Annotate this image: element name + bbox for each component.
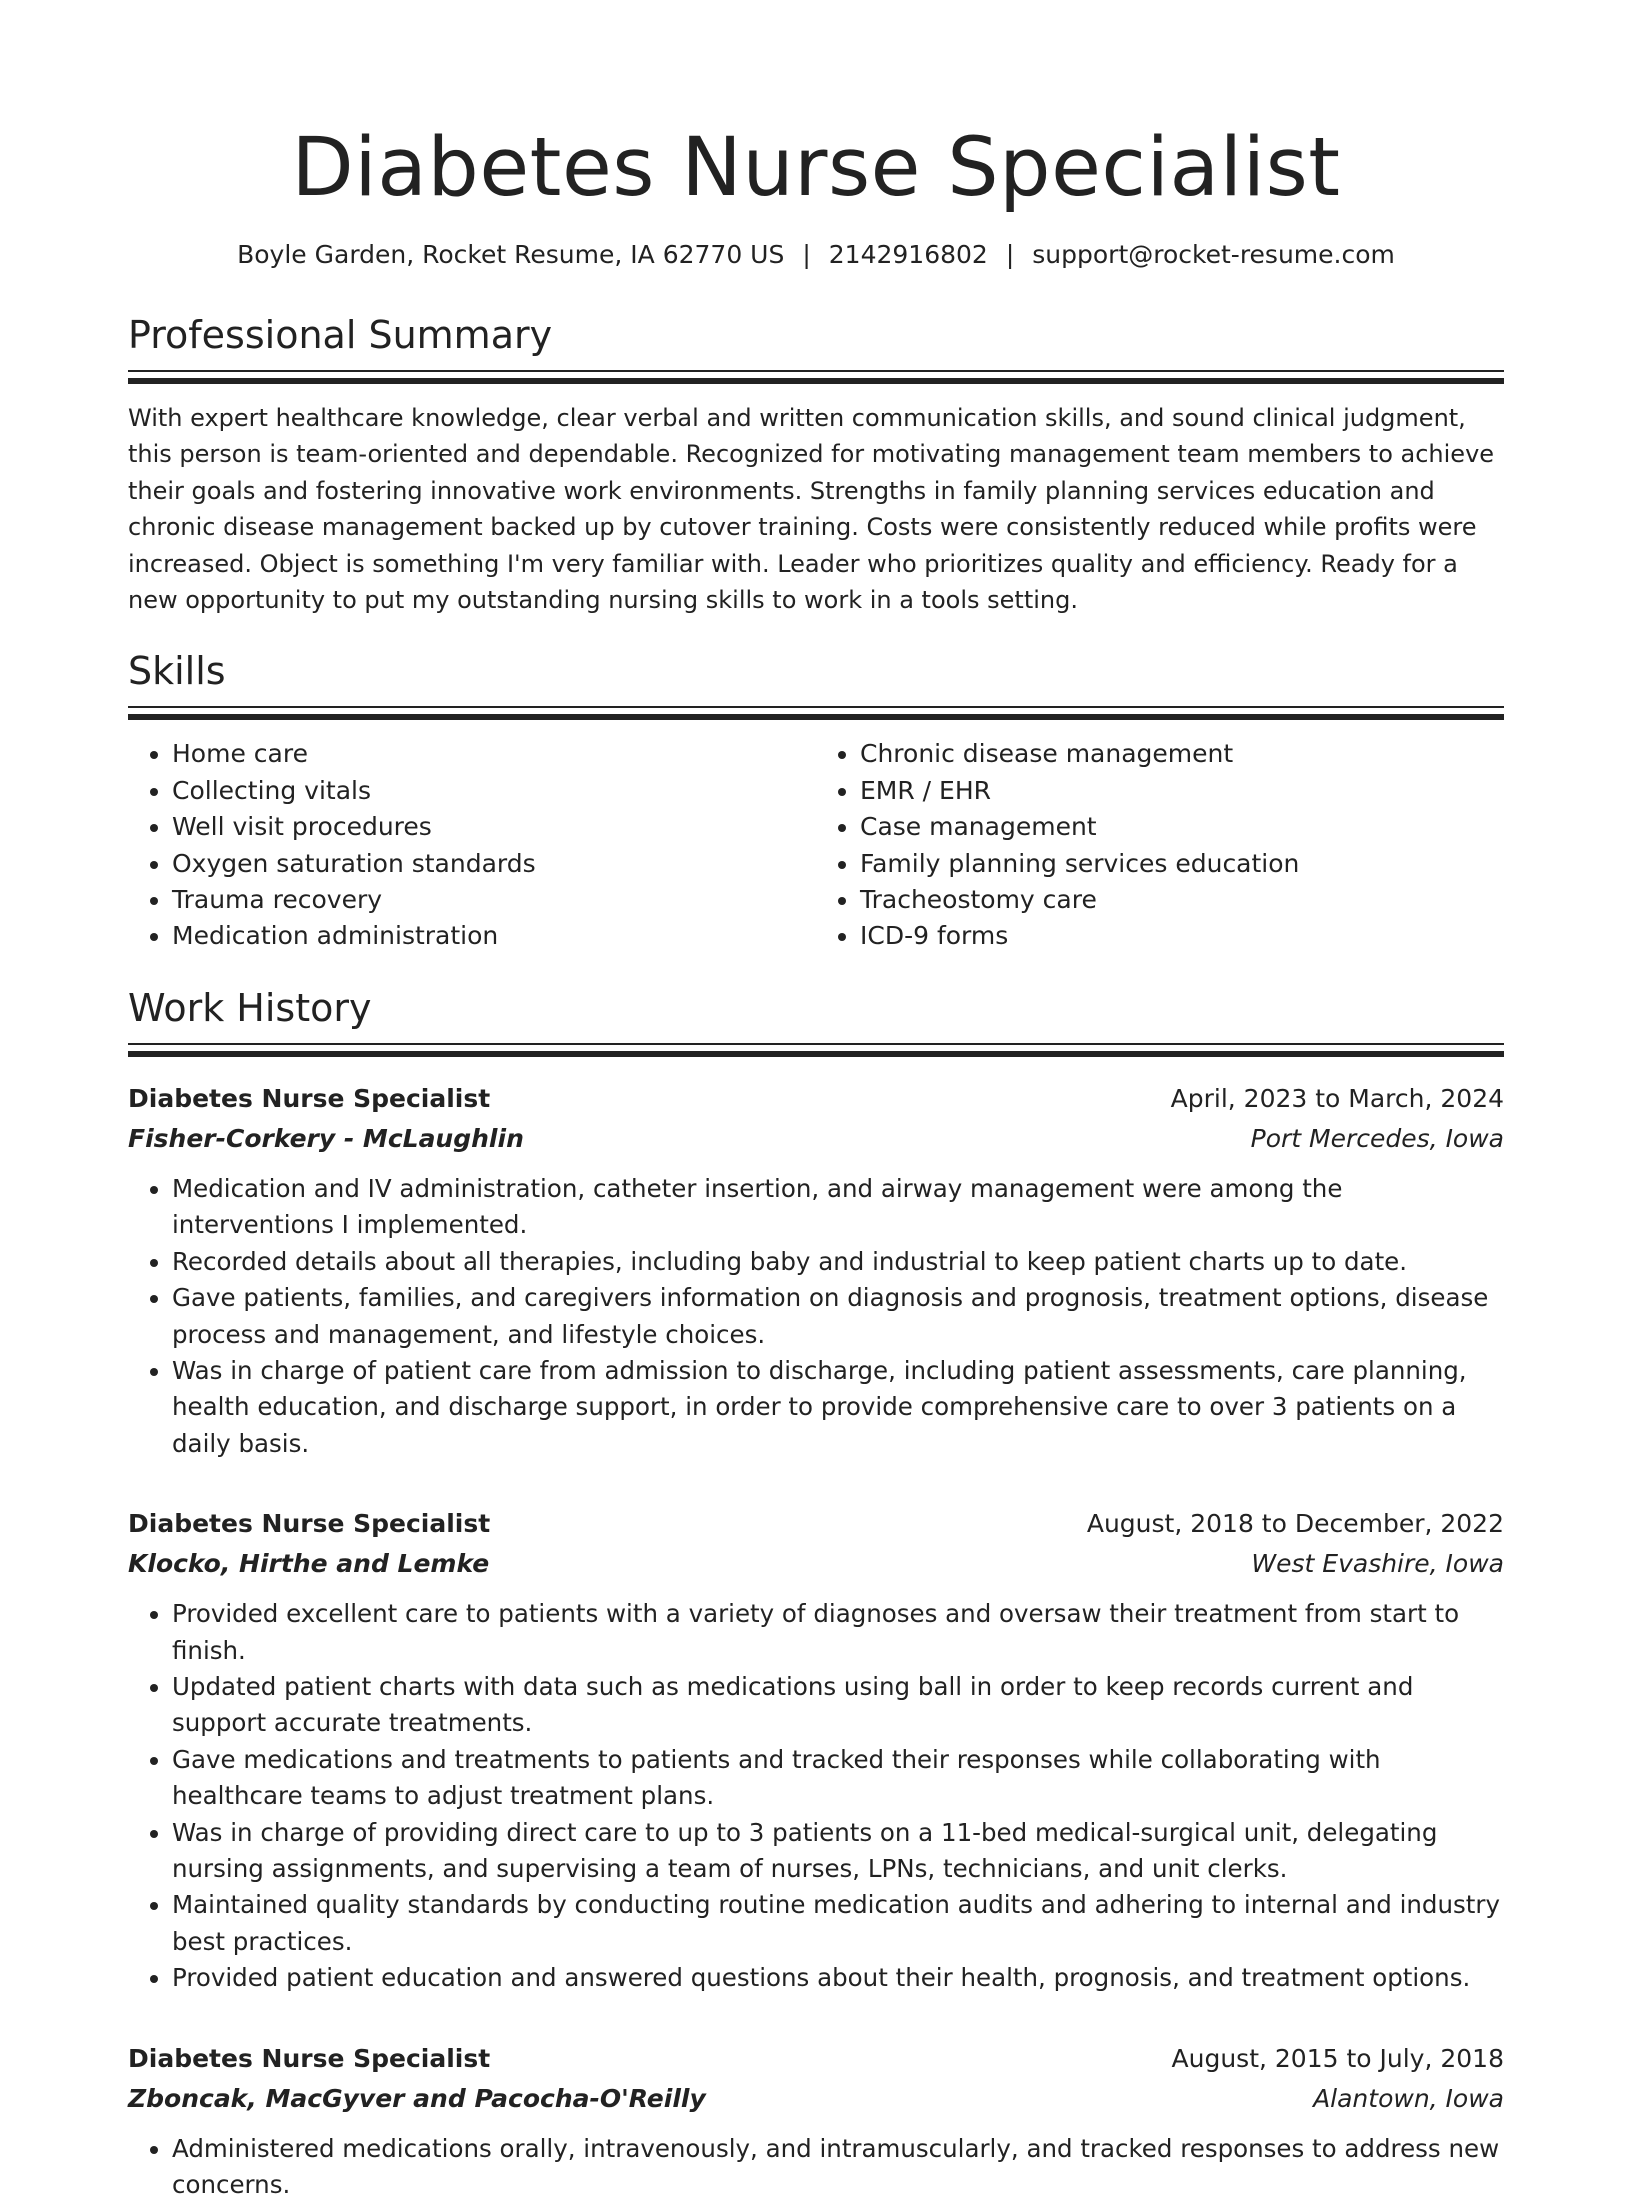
job-bullet: • Updated patient charts with data such as medications using ball in order to keep records current and support accurate treatments. bbox=[172, 1669, 1504, 1742]
contact-phone: 2142916802 bbox=[828, 240, 988, 269]
section-title-summary: Professional Summary bbox=[128, 313, 553, 357]
job-bullet: • Medication and IV administration, catheter insertion, and airway management were among the interventions I implemented. bbox=[172, 1171, 1504, 1244]
job-header-row bbox=[128, 1079, 1504, 1119]
job-dates: April, 2023 to March, 2024 bbox=[1170, 1083, 1504, 1113]
contact-address: Boyle Garden, Rocket Resume, IA 62770 US bbox=[237, 240, 785, 269]
job-title: Diabetes Nurse Specialist bbox=[128, 1509, 491, 1539]
job-company: Klocko, Hirthe and Lemke bbox=[128, 1549, 490, 1579]
job-subheader-row bbox=[128, 1119, 1504, 1159]
contact-separator: | bbox=[802, 240, 811, 269]
section-divider bbox=[128, 706, 1504, 720]
skill-item: • Home care bbox=[172, 736, 816, 772]
skill-item: • Chronic disease management bbox=[860, 736, 1504, 772]
job-company: Fisher-Corkery - McLaughlin bbox=[128, 1123, 524, 1153]
section-divider bbox=[128, 370, 1504, 384]
job-title: Diabetes Nurse Specialist bbox=[128, 1083, 491, 1113]
skill-item: • ICD-9 forms bbox=[860, 918, 1504, 954]
skill-item: • Trauma recovery bbox=[172, 882, 816, 918]
job-bullet: • Recorded details about all therapies, including baby and industrial to keep patient charts up to date. bbox=[172, 1244, 1504, 1280]
job-location: Alantown, Iowa bbox=[1313, 2083, 1504, 2113]
job-entry bbox=[128, 2039, 1504, 2203]
job-company: Zboncak, MacGyver and Pacocha-O'Reilly bbox=[128, 2083, 706, 2113]
contact-email: support@rocket-resume.com bbox=[1032, 240, 1395, 269]
skills-section bbox=[128, 648, 1504, 954]
skill-item: • Well visit procedures bbox=[172, 809, 816, 845]
job-dates: August, 2018 to December, 2022 bbox=[1086, 1509, 1504, 1539]
summary-section bbox=[128, 312, 1504, 618]
skill-item: • Medication administration bbox=[172, 918, 816, 954]
section-divider bbox=[128, 1043, 1504, 1057]
job-subheader-row bbox=[128, 2079, 1504, 2119]
job-bullet: • Provided excellent care to patients with a variety of diagnoses and oversaw their treatment from start to finish. bbox=[172, 1596, 1504, 1669]
skill-item: • Family planning services education bbox=[860, 846, 1504, 882]
job-bullet: • Was in charge of patient care from admission to discharge, including patient assessments, care planning, health education, and discharge support, in order to provide comprehensive care to over 3 patients on a daily basis. bbox=[172, 1353, 1504, 1462]
skill-item: • Oxygen saturation standards bbox=[172, 846, 816, 882]
job-bullet: • Maintained quality standards by conducting routine medication audits and adhering to internal and industry best practices. bbox=[172, 1887, 1504, 1960]
job-entry bbox=[128, 1504, 1504, 1996]
skills-list-left bbox=[128, 736, 816, 954]
summary-text: With expert healthcare knowledge, clear verbal and written communication skills, and sound clinical judgment, this person is team-oriented and dependable. Recognized for motivating management team members to achieve their goals and fostering innovative work environments. Strengths in family planning services education and chronic disease management backed up by cutover training. Costs were consistently reduced while profits were increased. Object is something I'm very familiar with. Leader who prioritizes quality and efficiency. Ready for a new opportunity to put my outstanding nursing skills to work in a tools setting. bbox=[128, 404, 1495, 615]
contact-separator: | bbox=[1005, 240, 1015, 269]
job-bullet: • Provided patient education and answered questions about their health, prognosis, and treatment options. bbox=[172, 1960, 1504, 1996]
resume-name: Diabetes Nurse Specialist bbox=[291, 121, 1341, 215]
skill-item: • Collecting vitals bbox=[172, 773, 816, 809]
job-location: West Evashire, Iowa bbox=[1251, 1549, 1504, 1579]
section-title-work-history: Work History bbox=[128, 985, 372, 1030]
job-bullets bbox=[128, 1596, 1504, 1996]
skill-item: • Tracheostomy care bbox=[860, 882, 1504, 918]
job-header-row bbox=[128, 1504, 1504, 1544]
job-title: Diabetes Nurse Specialist bbox=[128, 2043, 491, 2073]
job-subheader-row bbox=[128, 1544, 1504, 1584]
job-dates: August, 2015 to July, 2018 bbox=[1171, 2043, 1504, 2073]
job-bullet: • Gave patients, families, and caregivers information on diagnosis and prognosis, treatment options, disease process and management, and lifestyle choices. bbox=[172, 1280, 1504, 1353]
job-location: Port Mercedes, Iowa bbox=[1250, 1123, 1504, 1153]
job-bullets bbox=[128, 2131, 1504, 2203]
job-bullet: • Gave medications and treatments to patients and tracked their responses while collaborating with healthcare teams to adjust treatment plans. bbox=[172, 1742, 1504, 1815]
job-bullet: • Administered medications orally, intravenously, and intramuscularly, and tracked responses to address new concerns. bbox=[172, 2131, 1504, 2203]
job-bullets bbox=[128, 1171, 1504, 1462]
job-bullet: • Was in charge of providing direct care to up to 3 patients on a 11-bed medical-surgical unit, delegating nursing assignments, and supervising a team of nurses, LPNs, technicians, and unit clerks. bbox=[172, 1815, 1504, 1888]
skill-item: • EMR / EHR bbox=[860, 773, 1504, 809]
skills-columns bbox=[128, 736, 1504, 954]
skill-item: • Case management bbox=[860, 809, 1504, 845]
section-title-skills: Skills bbox=[128, 649, 226, 694]
work-history-section bbox=[128, 985, 1504, 2203]
job-header-row bbox=[128, 2039, 1504, 2079]
job-entry bbox=[128, 1079, 1504, 1462]
contact-line bbox=[128, 238, 1504, 272]
skills-list-right bbox=[816, 736, 1504, 954]
